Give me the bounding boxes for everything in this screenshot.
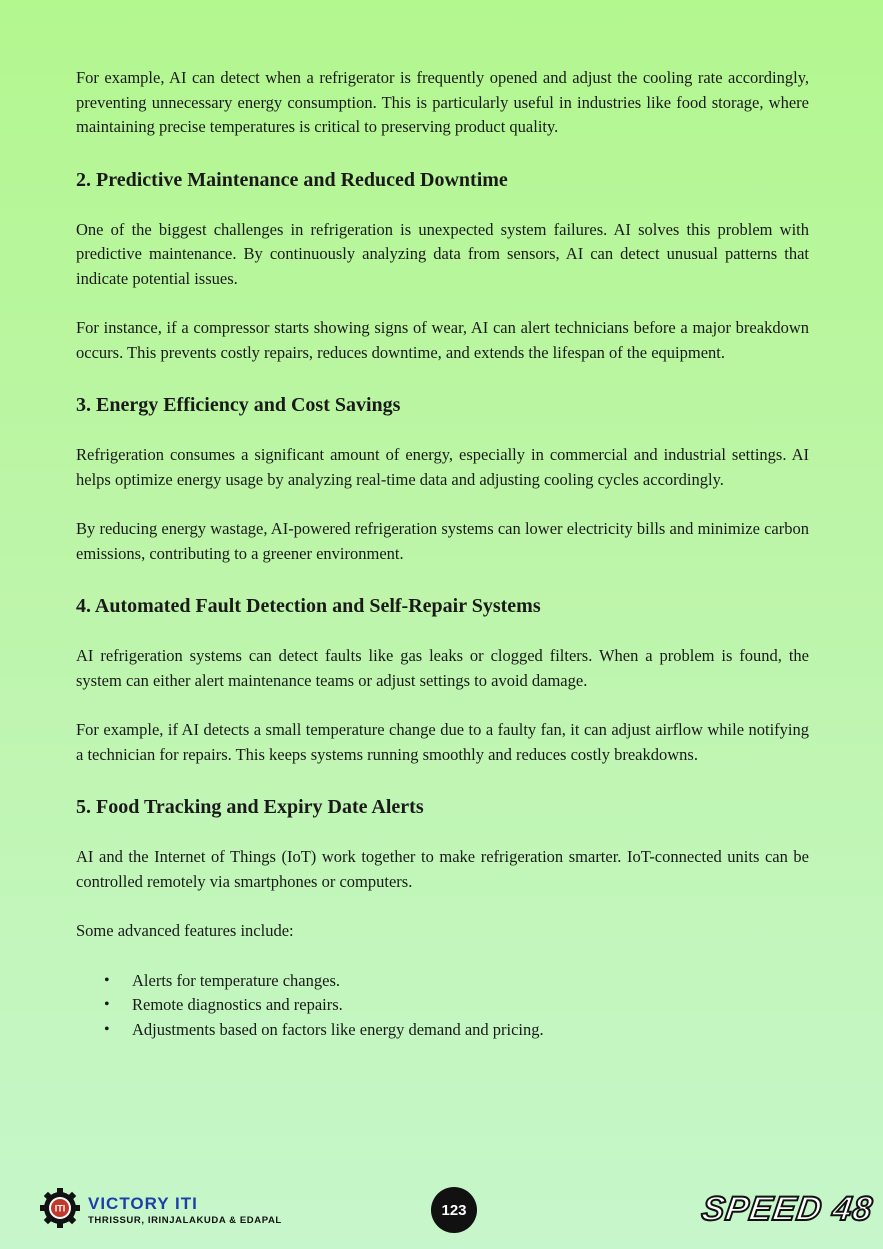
section-paragraph: Some advanced features include: <box>76 921 294 940</box>
page-footer <box>0 1176 883 1236</box>
logo-text: ITI <box>54 1203 66 1214</box>
list-item: • Adjustments based on factors like energy demand and pricing. <box>76 1018 809 1043</box>
section-heading-food-tracking: 5. Food Tracking and Expiry Date Alerts <box>76 796 424 818</box>
section-paragraph: Refrigeration consumes a significant amount of energy, especially in commercial and industrial settings. AI helps optimize energy usage by analyzing real-time data and adjusting cooling cycles accordingly. <box>76 445 809 489</box>
bullet-icon: • <box>104 1020 110 1038</box>
section-paragraph: AI refrigeration systems can detect faults like gas leaks or clogged filters. When a problem is found, the system can either alert maintenance teams or adjust settings to avoid damage. <box>76 646 809 690</box>
section-paragraph: AI and the Internet of Things (IoT) work together to make refrigeration smarter. IoT-connected units can be controlled remotely via smartphones or computers. <box>76 847 809 891</box>
page-number: 123 <box>431 1187 477 1233</box>
intro-paragraph: For example, AI can detect when a refrigerator is frequently opened and adjust the cooling rate accordingly, preventing unnecessary energy consumption. This is particularly useful in industries like food storage, where maintaining precise temperatures is critical to preserving product quality. <box>76 68 809 136</box>
brand-name: VICTORY ITI <box>88 1194 198 1213</box>
feature-list <box>76 969 809 1043</box>
bullet-icon: • <box>104 996 110 1013</box>
section-paragraph: For example, if AI detects a small temperature change due to a faulty fan, it can adjust airflow while notifying a technician for repairs. This keeps systems running smoothly and reduces costly breakdowns. <box>76 720 809 764</box>
section-heading-energy-efficiency: 3. Energy Efficiency and Cost Savings <box>76 394 401 416</box>
speed-logo: SPEED 48 <box>699 1190 876 1228</box>
section-paragraph: By reducing energy wastage, AI-powered refrigeration systems can lower electricity bills and minimize carbon emissions, contributing to a greener environment. <box>76 519 809 563</box>
section-paragraph: One of the biggest challenges in refrigeration is unexpected system failures. AI solves this problem with predictive maintenance. By continuously analyzing data from sensors, AI can detect unusual patterns that indicate potential issues. <box>76 219 809 288</box>
section-heading-predictive-maintenance: 2. Predictive Maintenance and Reduced Downtime <box>76 168 508 191</box>
list-item: • Alerts for temperature changes. <box>76 969 809 994</box>
brand-locations: THRISSUR, IRINJALAKUDA & EDAPAL <box>88 1215 282 1226</box>
section-paragraph: For instance, if a compressor starts showing signs of wear, AI can alert technicians before a major breakdown occurs. This prevents costly repairs, reduces downtime, and extends the lifespan of the equipment. <box>76 318 809 362</box>
page-content <box>76 66 809 1042</box>
section-heading-fault-detection: 4. Automated Fault Detection and Self-Repair Systems <box>76 595 541 617</box>
gear-logo-icon <box>38 1186 82 1230</box>
list-item: • Remote diagnostics and repairs. <box>76 993 809 1018</box>
bullet-icon: • <box>104 971 110 989</box>
